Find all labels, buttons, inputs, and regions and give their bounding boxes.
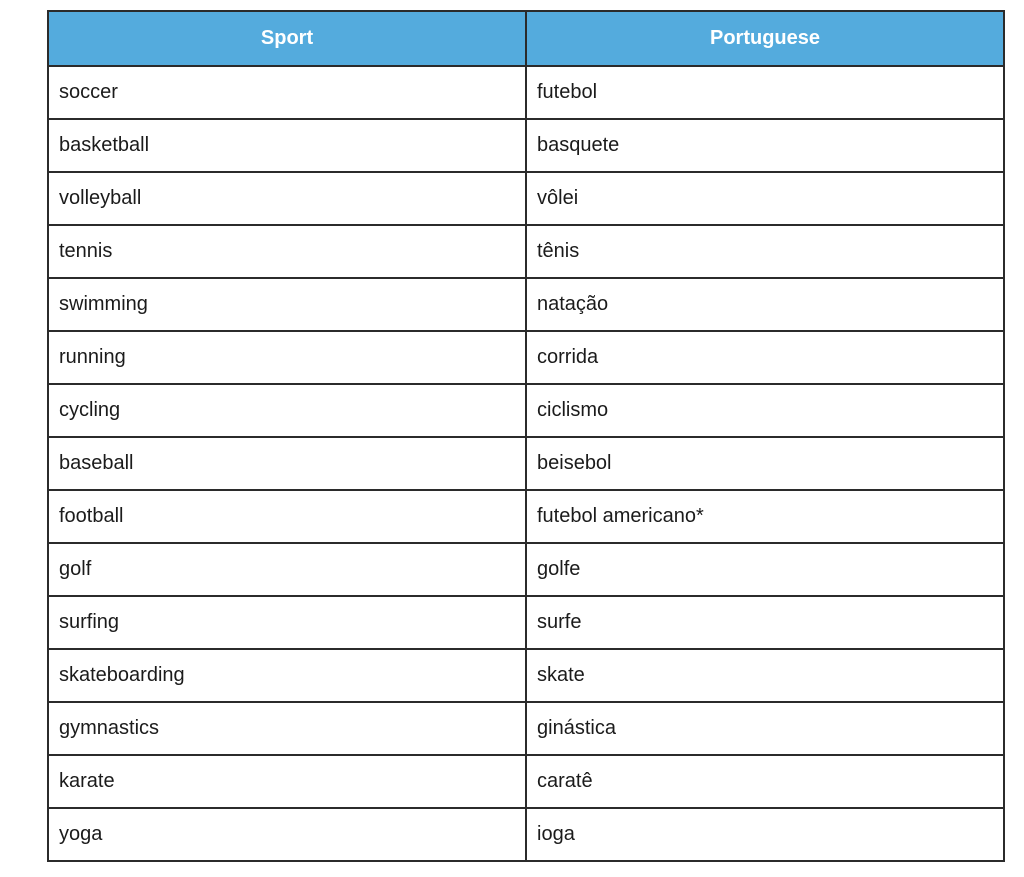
header-portuguese: Portuguese	[526, 11, 1004, 66]
portuguese-cell: ioga	[526, 808, 1004, 861]
sport-cell: basketball	[48, 119, 526, 172]
header-row	[48, 11, 1004, 66]
portuguese-cell: beisebol	[526, 437, 1004, 490]
portuguese-cell: futebol	[526, 66, 1004, 119]
sport-cell: surfing	[48, 596, 526, 649]
table-row	[48, 437, 1004, 490]
portuguese-cell: tênis	[526, 225, 1004, 278]
table-row	[48, 384, 1004, 437]
portuguese-cell: ciclismo	[526, 384, 1004, 437]
portuguese-cell: corrida	[526, 331, 1004, 384]
sport-cell: swimming	[48, 278, 526, 331]
sports-vocabulary-table	[47, 10, 1005, 862]
table-row	[48, 755, 1004, 808]
portuguese-cell: ginástica	[526, 702, 1004, 755]
portuguese-cell: golfe	[526, 543, 1004, 596]
sport-cell: skateboarding	[48, 649, 526, 702]
sport-cell: baseball	[48, 437, 526, 490]
sport-cell: soccer	[48, 66, 526, 119]
sport-cell: football	[48, 490, 526, 543]
sport-cell: karate	[48, 755, 526, 808]
portuguese-cell: surfe	[526, 596, 1004, 649]
table-row	[48, 331, 1004, 384]
table-row	[48, 596, 1004, 649]
sport-cell: yoga	[48, 808, 526, 861]
portuguese-cell: vôlei	[526, 172, 1004, 225]
table-row	[48, 543, 1004, 596]
portuguese-cell: futebol americano*	[526, 490, 1004, 543]
table-row	[48, 649, 1004, 702]
table-row	[48, 278, 1004, 331]
sport-cell: gymnastics	[48, 702, 526, 755]
sport-cell: golf	[48, 543, 526, 596]
sport-cell: cycling	[48, 384, 526, 437]
portuguese-cell: natação	[526, 278, 1004, 331]
table-row	[48, 490, 1004, 543]
table-row	[48, 119, 1004, 172]
portuguese-cell: caratê	[526, 755, 1004, 808]
table-row	[48, 808, 1004, 861]
sport-cell: running	[48, 331, 526, 384]
sport-cell: volleyball	[48, 172, 526, 225]
table-row	[48, 172, 1004, 225]
portuguese-cell: skate	[526, 649, 1004, 702]
table-row	[48, 66, 1004, 119]
portuguese-cell: basquete	[526, 119, 1004, 172]
header-sport: Sport	[48, 11, 526, 66]
table-row	[48, 702, 1004, 755]
table-row	[48, 225, 1004, 278]
sport-cell: tennis	[48, 225, 526, 278]
